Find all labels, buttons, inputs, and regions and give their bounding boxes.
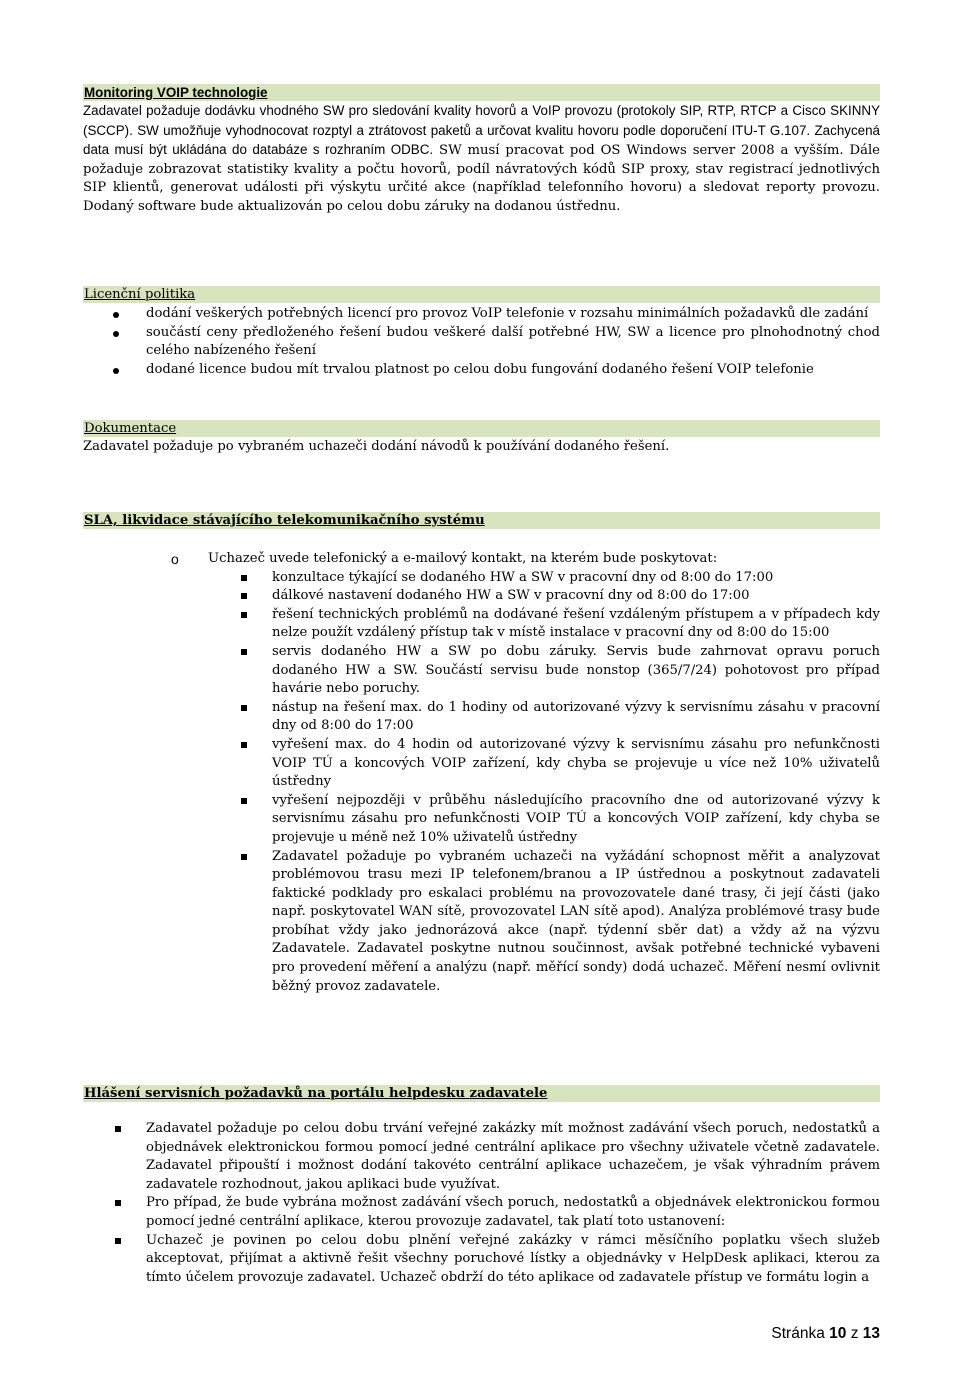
square-bullet-icon [241, 649, 247, 655]
section-helpdesk [83, 1085, 880, 1287]
list-item: Uchazeč je povinen po celou dobu plnění veřejné zakázky v rámci měsíčního poplatku všech služeb akceptovat, přijímat a aktivně řešit všechny poruchové lístky a objednávky v HelpDesk aplikaci, kterou za tímto účelem provozuje zadavatel. Uchazeč obdrží do této aplikace od zadavatele přístup ve formátu login a [83, 1232, 880, 1288]
bullet-dot-icon [113, 368, 119, 374]
list-item: dodání veškerých potřebných licencí pro provoz VoIP telefonie v rozsahu minimálních požadavků dle zadání [83, 305, 880, 324]
bullet-dot-icon [113, 331, 119, 337]
list-item: vyřešení nejpozději v průběhu následujícího pracovního dne od autorizované výzvy k servisnímu zásahu pro nefunkčnosti VOIP TÚ a koncových VOIP zařízení, kdy chyba se projevuje u méně než 10% uživatelů ústředny [83, 792, 880, 848]
square-bullet-icon [241, 798, 247, 804]
square-bullet-icon [115, 1238, 121, 1244]
section-heading-dokumentace: Dokumentace [83, 420, 880, 437]
square-bullet-icon [241, 854, 247, 860]
square-bullet-icon [241, 593, 247, 599]
footer-page: 10 [829, 1325, 847, 1342]
section-heading-helpdesk: Hlášení servisních požadavků na portálu helpdesku zadavatele [83, 1085, 880, 1102]
footer-label: Stránka [771, 1325, 825, 1342]
list-item: Pro případ, že bude vybrána možnost zadávání všech poruch, nedostatků a objednávek elektronickou formou pomocí jedné centrální aplikace, kterou provozuje zadavatel, tak platí toto ustanovení: [83, 1194, 880, 1231]
square-bullet-icon [241, 742, 247, 748]
list-item: řešení technických problémů na dodávané řešení vzdáleným přístupem a v případech kdy nelze použít vzdálený přístup tak v místě instalace v pracovní dny od 8:00 do 15:00 [83, 606, 880, 643]
monitoring-paragraph [83, 102, 880, 217]
list-item: Zadavatel požaduje po vybraném uchazeči na vyžádání schopnost měřit a analyzovat problémovou trasu mezi IP telefonem/branou a IP ústřednou a poskytnout zadavateli faktické podklady pro eskalaci problému na provozovatele dané trasy, či její části (jako např. poskytovatel WAN sítě, provozovatel LAN sítě apod). Analýza problémové trasy bude probíhat vždy jako jednorázová akce (např. týdenní sběr dat) a vždy až na výzvu Zadavatele. Zadavatel poskytne nutnou součinnost, avšak potřebné technické vybaveni pro provedení měření a analýzu (např. měřící sondy) dodá uchazeč. Měření nesmí ovlivnit běžný provoz zadavatele. [83, 848, 880, 997]
monitoring-text-part2: SW musí pracovat pod OS Windows server 2008 a vyšším. Dále požaduje zobrazovat statistiky kvality a počtu hovorů, podíl návratových kódů SIP proxy, stav registrací jednotlivých SIP klientů, generovat události při výskytu určité akce (například telefonního hovoru) a sledovat reporty provozu. Dodaný software bude aktualizován po celou dobu záruky na dodanou ústřednu. [83, 143, 880, 214]
bullet-dot-icon [113, 312, 119, 318]
square-bullet-icon [241, 575, 247, 581]
square-bullet-icon [115, 1200, 121, 1206]
section-heading-monitoring: Monitoring VOIP technologie [83, 84, 880, 101]
circle-bullet-icon: o [171, 551, 179, 567]
list-item: servis dodaného HW a SW po dobu záruky. Servis bude zahrnovat opravu poruch dodaného HW a SW. Součástí servisu bude nonstop (365/7/24) pohotovost pro případ havárie nebo poruchy. [83, 643, 880, 699]
list-item: nástup na řešení max. do 1 hodiny od autorizované výzvy k servisnímu zásahu v pracovní dny od 8:00 do 17:00 [83, 699, 880, 736]
dokumentace-text: Zadavatel požaduje po vybraném uchazeči dodání návodů k používání dodaného řešení. [83, 439, 670, 454]
sla-list [83, 569, 880, 997]
section-heading-sla: SLA, likvidace stávajícího telekomunikačního systému [83, 512, 880, 529]
list-item: dálkové nastavení dodaného HW a SW v pracovní dny od 8:00 do 17:00 [83, 587, 880, 606]
square-bullet-icon [115, 1126, 121, 1132]
section-heading-licence: Licenční politika [83, 286, 880, 303]
footer-of: z [850, 1325, 859, 1342]
list-item: součástí ceny předloženého řešení budou veškeré další potřebné HW, SW a licence pro plnohodnotný chod celého nabízeného řešení [83, 324, 880, 361]
list-item: vyřešení max. do 4 hodin od autorizované výzvy k servisnímu zásahu pro nefunkčnosti VOIP TÚ a koncových VOIP zařízení, kdy chyba se projevuje u více než 10% uživatelů ústředny [83, 736, 880, 792]
page-number-footer [700, 1325, 880, 1343]
section-monitoring [83, 84, 880, 217]
licence-list [83, 305, 880, 379]
footer-total: 13 [862, 1325, 880, 1342]
list-item: dodané licence budou mít trvalou platnost po celou dobu fungování dodaného řešení VOIP telefonie [83, 361, 880, 380]
list-item: Zadavatel požaduje po celou dobu trvání veřejné zakázky mít možnost zadávání všech poruch, nedostatků a objednávek elektronickou formou pomocí jedné centrální aplikace pro všechny uživatele včetně zadavatele. Zadavatel připouští i možnost dodání takovéto centrální aplikace uchazečem, je však výhradním právem zadavatele rozhodnout, jakou aplikaci bude využívat. [83, 1120, 880, 1194]
section-sla [83, 512, 880, 996]
section-licence [83, 286, 880, 379]
square-bullet-icon [241, 612, 247, 618]
helpdesk-list [83, 1120, 880, 1287]
sla-intro-item: o Uchazeč uvede telefonický a e-mailový kontakt, na kterém bude poskytovat: [171, 551, 718, 567]
square-bullet-icon [241, 705, 247, 711]
section-dokumentace [83, 420, 880, 457]
list-item: konzultace týkající se dodaného HW a SW v pracovní dny od 8:00 do 17:00 [83, 569, 880, 588]
monitoring-text-part1: Zadavatel požaduje dodávku vhodného SW pro sledování kvality hovorů a VoIP provozu (protokoly SIP, RTP, RTCP a Cisco SKINNY (SCCP). SW umožňuje vyhodnocovat rozptyl a ztrátovost paketů a určovat kvalitu hovoru podle doporučení ITU-T G.107. Zachycená data musí být ukládána do databáze s rozhraním ODBC. [83, 103, 880, 158]
